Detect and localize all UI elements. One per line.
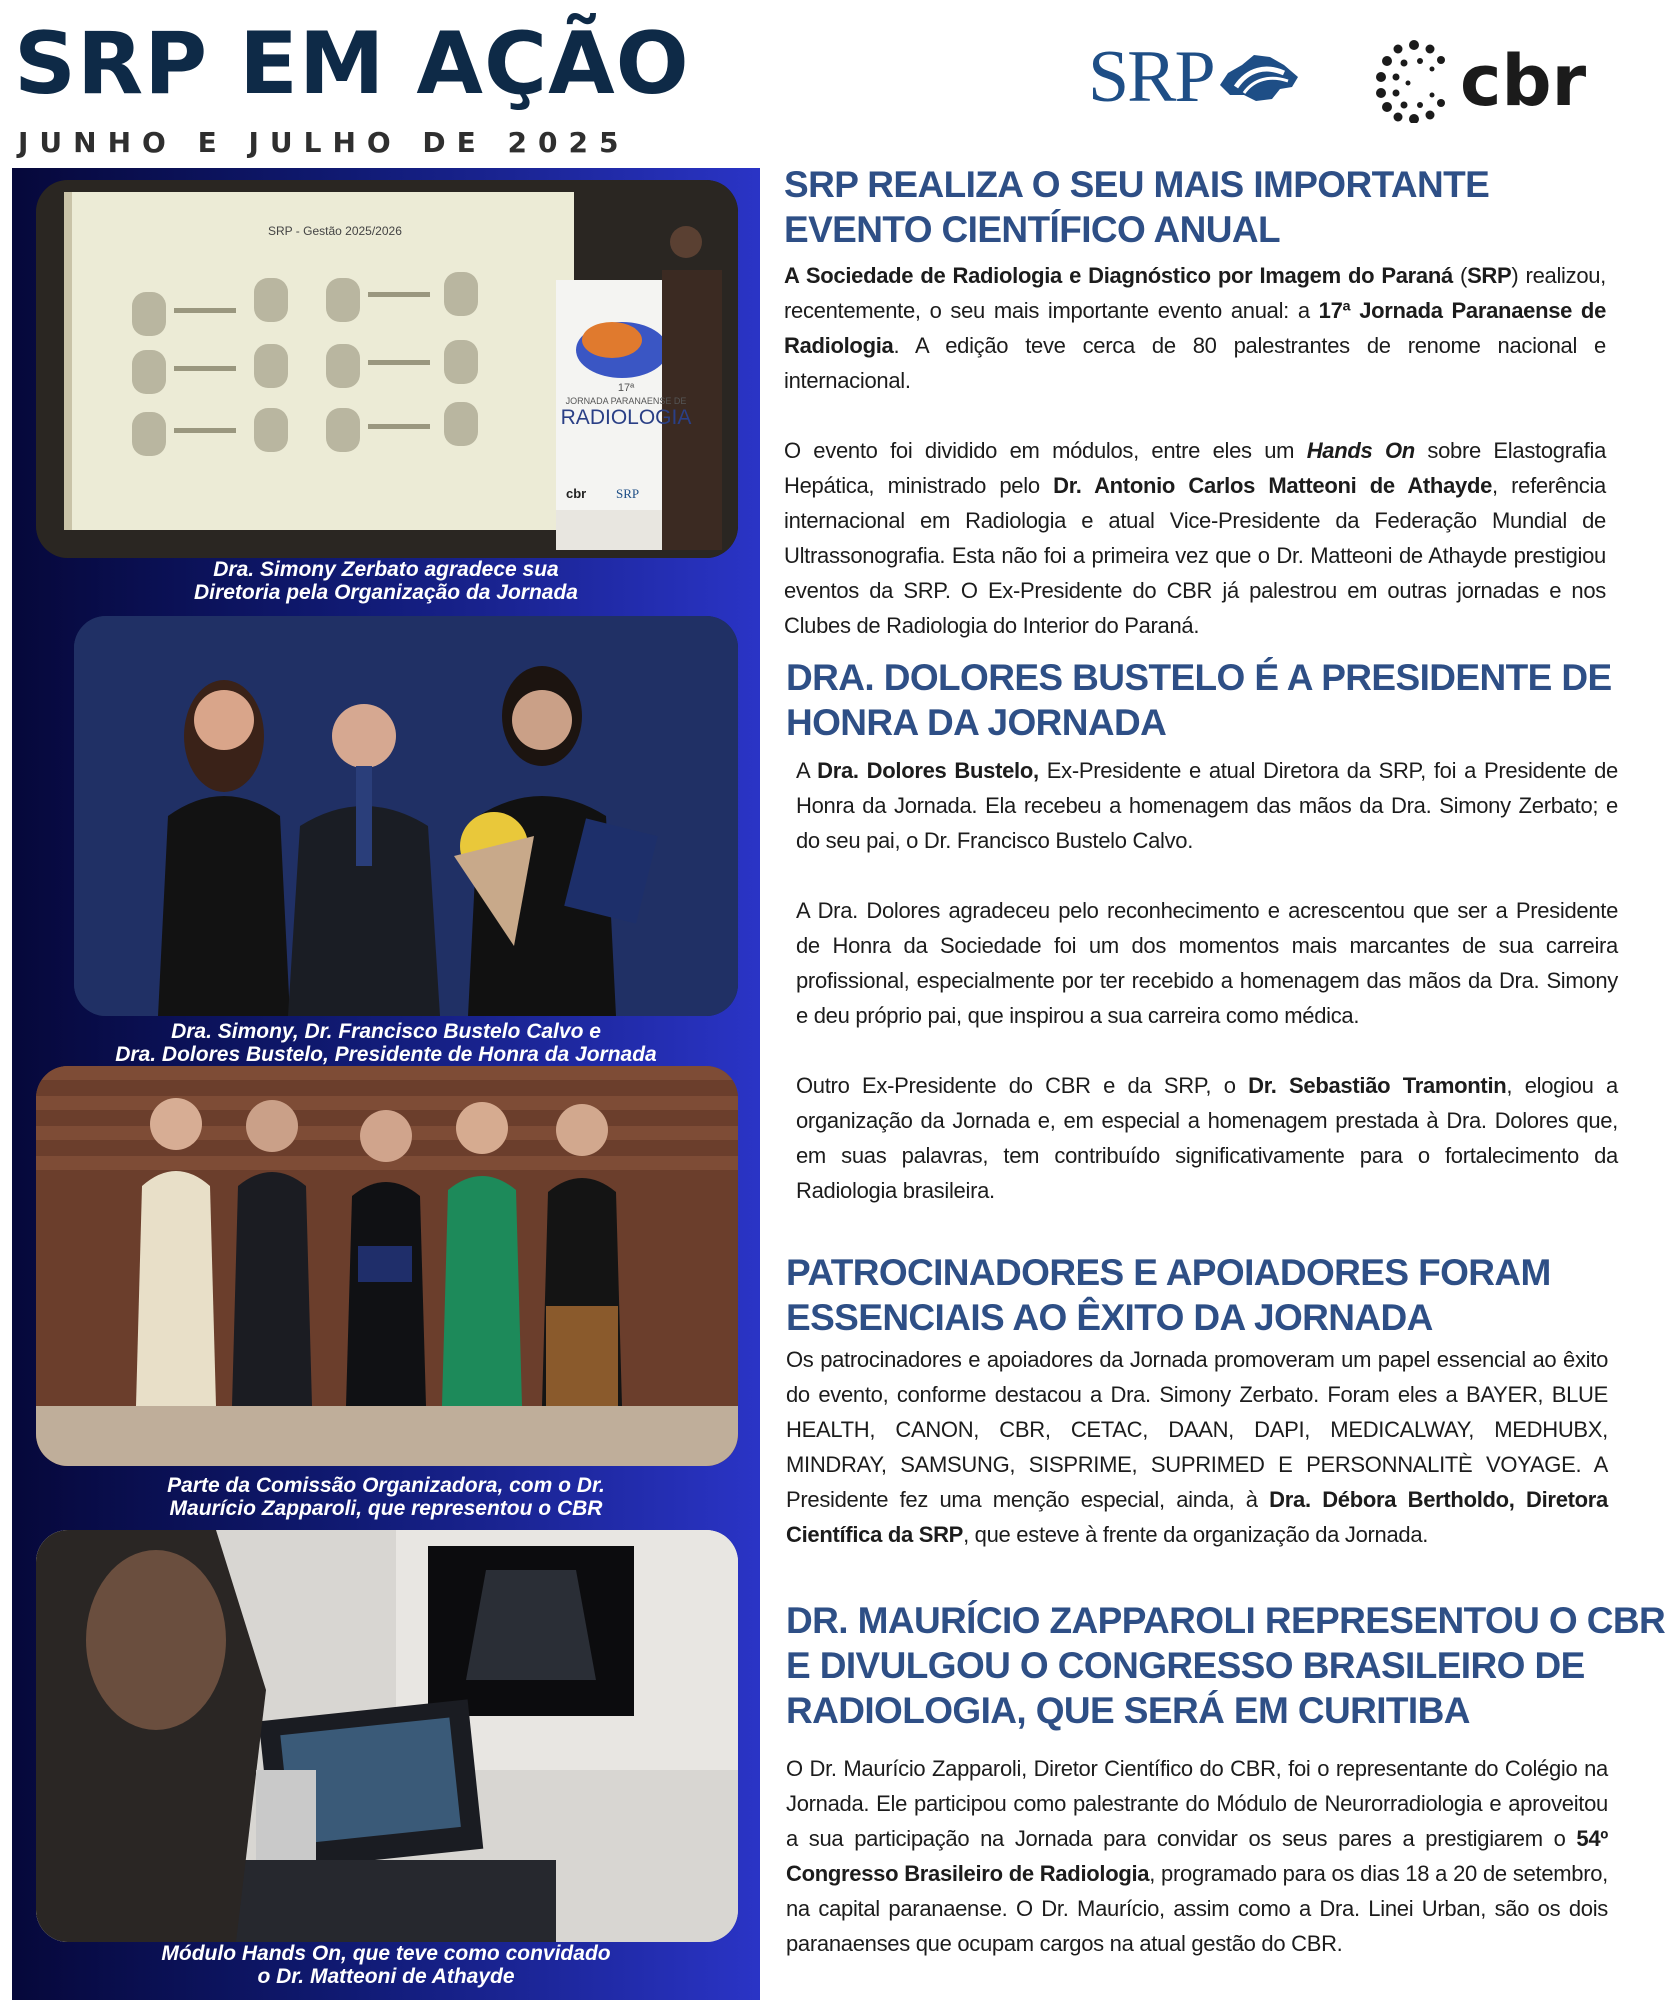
heading-line: HONRA DA JORNADA: [786, 702, 1167, 743]
caption-line: Diretoria pela Organização da Jornada: [194, 581, 578, 604]
article-paragraph: [796, 1068, 1618, 1208]
caption-line: Dra. Dolores Bustelo, Presidente de Honra da Jornada: [115, 1043, 657, 1066]
photo-homenagem: [74, 616, 738, 1016]
banner-subtitle: JORNADA PARANAENSE DE: [565, 396, 687, 406]
bold-text: Dr. Antonio Carlos Matteoni de Athayde: [1053, 473, 1493, 498]
text: , referência internacional em Radiologia e atual Vice-Presidente da Federação Mundial de Ultrassonografia. Esta não foi a primeira vez que o Dr. Matteoni de Athayde prestigiou eventos da SRP. O Ex-Presidente do CBR já palestrou em outras jornadas e nos Clubes de Radiologia do Interior do Paraná.: [784, 473, 1606, 638]
bold-text: Dr. Sebastião Tramontin: [1248, 1073, 1507, 1098]
bold-text: Dra. Débora Bertholdo, Diretora Científica da SRP: [786, 1487, 1608, 1547]
article-paragraph: [786, 1751, 1608, 1961]
heading-line: ESSENCIAIS AO ÊXITO DA JORNADA: [786, 1297, 1433, 1338]
text: . A edição teve cerca de 80 palestrantes de renome nacional e internacional.: [784, 333, 1606, 393]
article-patrocinadores: [786, 1250, 1608, 1552]
article-paragraph: A Dra. Dolores agradeceu pelo reconhecimento e acrescentou que ser a Presidente de Honra da Sociedade foi um dos momentos mais marcantes de sua carreira profissional, especialmente por ter recebido a homenagem das mãos da Dra. Simony e deu próprio pai, que inspirou a sua carreira como médica.: [796, 898, 1618, 1028]
comissao-scene: [36, 1066, 738, 1466]
photo-caption: [12, 558, 760, 604]
article-heading: [784, 162, 1606, 252]
heading-line: DRA. DOLORES BUSTELO É A PRESIDENTE DE: [786, 657, 1612, 698]
article-evento-cientifico: [784, 162, 1606, 643]
article-heading: [786, 1250, 1608, 1340]
photo-caption: [12, 1474, 760, 1520]
cbr-logo-text: cbr: [1460, 40, 1587, 122]
photo-hands-on: [36, 1530, 738, 1942]
text: Os patrocinadores e apoiadores da Jornada promoveram um papel essencial ao êxito do evento, conforme destacou a Dra. Simony Zerbato. Foram eles a BAYER, BLUE HEALTH, CANON, CBR, CETAC, DAAN, DAPI, MEDICALWAY, MEDHUBX, MINDRAY, SAMSUNG, SISPRIME, SUPRIMED E PERSONNALITÈ VOYAGE. A Presidente fez uma menção especial, ainda, à: [786, 1347, 1608, 1512]
photo-column: [12, 168, 760, 2000]
article-paragraph: [786, 1342, 1608, 1552]
photo-comissao: [36, 1066, 738, 1466]
text: Outro Ex-Presidente do CBR e da SRP, o: [796, 1073, 1249, 1098]
banner-logo-cbr: cbr: [566, 486, 587, 501]
photo-caption: [12, 1020, 760, 1066]
photo-caption: [12, 1942, 760, 1988]
bold-text: 17ª Jornada Paranaense de Radiologia: [784, 298, 1607, 358]
text: O evento foi dividido em módulos, entre eles um: [784, 438, 1307, 463]
photo-diretoria-slide: [36, 180, 738, 558]
cbr-logo: [1374, 36, 1586, 126]
srp-logo-text: SRP: [1088, 36, 1214, 118]
text: , programado para os dias 18 a 20 de setembro, na capital paranaense. O Dr. Maurício, assim como a Dra. Linei Urban, são os dois paranaenses que ocupam cargos na atual gestão do CBR.: [786, 1861, 1608, 1956]
bold-text: SRP: [1467, 263, 1512, 288]
page-subtitle-date: JUNHO E JULHO DE 2025: [18, 126, 630, 159]
heading-line: SRP REALIZA O SEU MAIS IMPORTANTE: [784, 164, 1490, 205]
text: ) realizou, recentemente, o seu mais importante evento anual: a: [784, 263, 1606, 323]
caption-line: Maurício Zapparoli, que representou o CBR: [169, 1497, 603, 1520]
article-heading: [786, 655, 1618, 745]
homenagem-scene: [74, 616, 738, 1016]
heading-line: E DIVULGOU O CONGRESSO BRASILEIRO DE: [786, 1645, 1585, 1686]
bold-italic-text: Hands On: [1306, 438, 1415, 463]
article-heading: [786, 1598, 1666, 1733]
text: A: [796, 758, 818, 783]
cbr-dots-icon: [1374, 39, 1454, 123]
caption-line: Módulo Hands On, que teve como convidado: [161, 1942, 611, 1965]
text: , que esteve à frente da organização da Jornada.: [963, 1522, 1429, 1547]
caption-line: Dra. Simony, Dr. Francisco Bustelo Calvo e: [171, 1020, 601, 1043]
article-congresso-cbr: [786, 1598, 1666, 1961]
banner-title: RADIOLOGIA: [560, 406, 692, 429]
bold-text: A Sociedade de Radiologia e Diagnóstico por Imagem do Paraná: [784, 263, 1453, 288]
caption-line: Parte da Comissão Organizadora, com o Dr.: [167, 1474, 605, 1497]
slide-title: SRP - Gestão 2025/2026: [268, 224, 402, 238]
text: sobre Elastografia Hepática, ministrado pelo: [784, 438, 1606, 498]
text: Ex-Presidente e atual Diretora da SRP, foi a Presidente de Honra da Jornada. Ela recebeu a homenagem das mãos da Dra. Simony Zerbato; e do seu pai, o Dr. Francisco Bustelo Calvo.: [796, 758, 1618, 853]
heading-line: DR. MAURÍCIO ZAPPAROLI REPRESENTOU O CBR: [786, 1600, 1666, 1641]
bold-text: 54º Congresso Brasileiro de Radiologia: [786, 1826, 1608, 1886]
page-title: SRP EM AÇÃO: [14, 14, 690, 114]
bold-text: Dra. Dolores Bustelo,: [817, 758, 1039, 783]
article-paragraph: [784, 433, 1606, 643]
parana-map-icon: [1214, 47, 1302, 107]
article-presidente-honra: [786, 655, 1618, 1208]
heading-line: RADIOLOGIA, QUE SERÁ EM CURITIBA: [786, 1690, 1470, 1731]
article-paragraph: [796, 753, 1618, 858]
banner-number: 17ª: [617, 382, 635, 394]
srp-logo: [1088, 36, 1302, 118]
article-paragraph: [784, 258, 1606, 398]
heading-line: PATROCINADORES E APOIADORES FORAM: [786, 1252, 1551, 1293]
heading-line: EVENTO CIENTÍFICO ANUAL: [784, 209, 1280, 250]
banner-logo-srp: SRP: [616, 486, 640, 501]
caption-line: Dra. Simony Zerbato agradece sua: [213, 558, 559, 581]
caption-line: o Dr. Matteoni de Athayde: [257, 1965, 515, 1988]
hands-on-scene: [36, 1530, 738, 1942]
text: (: [1452, 263, 1468, 288]
text: , elogiou a organização da Jornada e, em especial a homenagem prestada à Dra. Dolores que, em suas palavras, tem contribuído significativamente para o fortalecimento da Radiologia brasileira.: [796, 1073, 1618, 1203]
text: O Dr. Maurício Zapparoli, Diretor Científico do CBR, foi o representante do Colégio na Jornada. Ele participou como palestrante do Módulo de Neurorradiologia e aproveitou a sua participação na Jornada para convidar os seus pares a prestigiarem o: [786, 1756, 1608, 1851]
